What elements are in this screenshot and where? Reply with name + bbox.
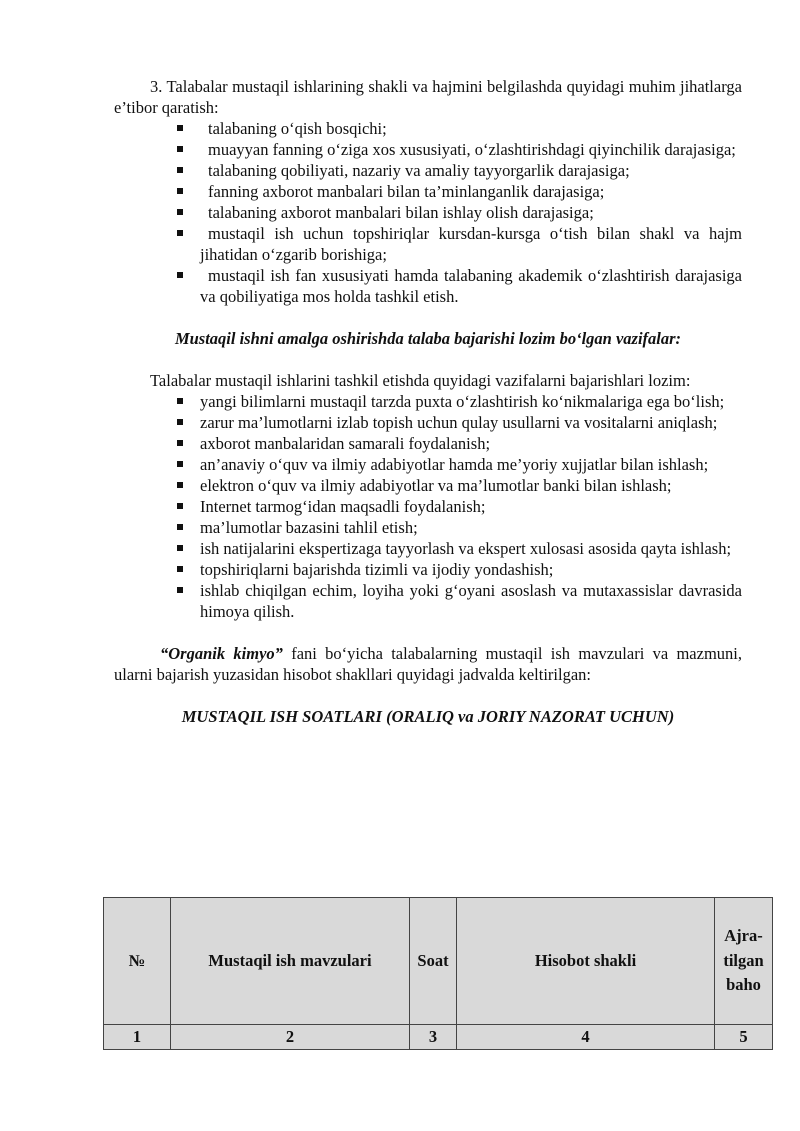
table-header-row — [104, 898, 773, 1025]
header-grade: Ajra-tilgan baho — [715, 898, 773, 1025]
list-item: ish natijalarini ekspertizaga tayyorlash va ekspert xulosasi asosida qayta ishlash; — [200, 538, 742, 559]
list-item: ma’lumotlar bazasini tahlil etish; — [200, 517, 742, 538]
section-3-intro: 3. Talabalar mustaqil ishlarining shakli va hajmini belgilashda quyidagi muhim jihatlarga e’tibor qaratish: — [114, 77, 742, 117]
list-item: yangi bilimlarni mustaqil tarzda puxta o‘zlashtirish ko‘nikmalariga ega bo‘lish; — [200, 391, 742, 412]
column-number: 3 — [410, 1025, 457, 1050]
tasks-list — [114, 391, 742, 622]
list-item: zarur ma’lumotlarni izlab topish uchun qulay usullarni va vositalarni aniqlash; — [200, 412, 742, 433]
document-page — [114, 76, 742, 727]
list-item: talabaning qobiliyati, nazariy va amaliy tayyorgarlik darajasiga; — [200, 160, 742, 181]
list-item: axborot manbalaridan samarali foydalanish; — [200, 433, 742, 454]
header-number: № — [104, 898, 171, 1025]
list-item: fanning axborot manbalari bilan ta’minlanganlik darajasiga; — [200, 181, 742, 202]
header-hours: Soat — [410, 898, 457, 1025]
subject-name: “Organik kimyo” — [160, 644, 283, 663]
column-number: 1 — [104, 1025, 171, 1050]
subject-text: fani bo‘yicha talabalarning mustaqil ish mavzulari va mazmuni, ularni bajarish yuzasidan hisobot shakllari quyidagi jadvalda keltirilgan: — [114, 644, 742, 684]
list-item: talabaning axborot manbalari bilan ishlay olish darajasiga; — [200, 202, 742, 223]
list-item: Internet tarmog‘idan maqsadli foydalanish; — [200, 496, 742, 517]
column-number: 2 — [171, 1025, 410, 1050]
list-item: topshiriqlarni bajarishda tizimli va ijodiy yondashish; — [200, 559, 742, 580]
list-item: mustaqil ish uchun topshiriqlar kursdan-kursga o‘tish bilan shakl va hajm jihatidan o‘zgarib borishiga; — [200, 224, 742, 264]
tasks-intro: Talabalar mustaqil ishlarini tashkil etishda quyidagi vazifalarni bajarishlari lozim: — [150, 371, 691, 390]
tasks-heading: Mustaqil ishni amalga oshirishda talaba bajarishi lozim bo‘lgan vazifalar: — [174, 329, 682, 348]
column-number: 5 — [715, 1025, 773, 1050]
list-item: muayyan fanning o‘ziga xos xususiyati, o‘zlashtirishdagi qiyinchilik darajasiga; — [200, 139, 742, 160]
header-topics: Mustaqil ish mavzulari — [171, 898, 410, 1025]
independent-work-table — [103, 897, 773, 1050]
subject-paragraph — [114, 643, 742, 685]
list-item: talabaning o‘qish bosqichi; — [200, 118, 742, 139]
list-item: ishlab chiqilgan echim, loyiha yoki g‘oyani asoslash va mutaxassislar davrasida himoya qilish. — [200, 581, 742, 621]
column-number: 4 — [457, 1025, 715, 1050]
section-3-list — [114, 118, 742, 307]
header-report-form: Hisobot shakli — [457, 898, 715, 1025]
table-title: MUSTAQIL ISH SOATLARI (ORALIQ va JORIY NAZORAT UCHUN) — [181, 707, 675, 726]
list-item: elektron o‘quv va ilmiy adabiyotlar va ma’lumotlar banki bilan ishlash; — [200, 475, 742, 496]
list-item: an’anaviy o‘quv va ilmiy adabiyotlar hamda me’yoriy xujjatlar bilan ishlash; — [200, 454, 742, 475]
list-item: mustaqil ish fan xususiyati hamda talabaning akademik o‘zlashtirish darajasiga va qobiliyatiga mos holda tashkil etish. — [200, 266, 742, 306]
table-row — [104, 1025, 773, 1050]
